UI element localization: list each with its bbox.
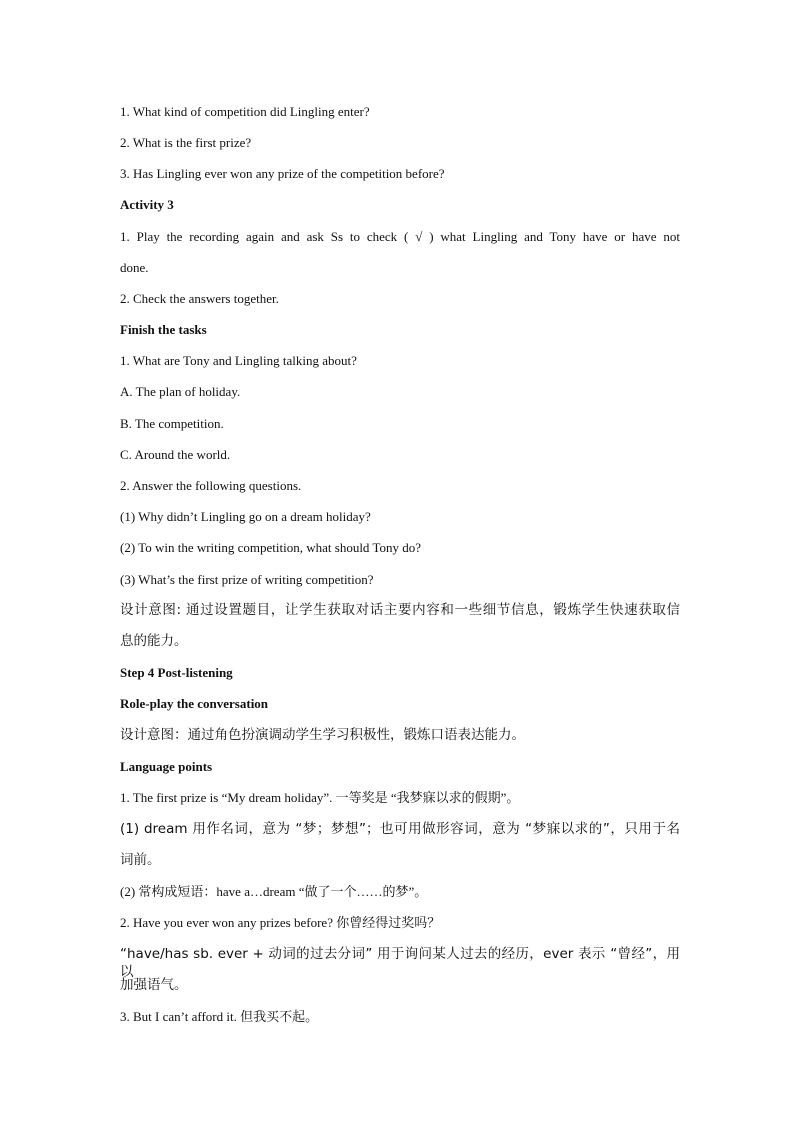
task-1-question: 1. What are Tony and Lingling talking about? bbox=[120, 353, 357, 368]
task-2-question-2: (2) To win the writing competition, what should Tony do? bbox=[120, 540, 421, 555]
task-2-question-3: (3) What’s the first prize of writing competition? bbox=[120, 572, 374, 587]
point-2-note-cont: 加强语气。 bbox=[120, 977, 188, 993]
point-2-note: “have/has sb. ever + 动词的过去分词” 用于询问某人过去的经历，ever 表示 “曾经”，用以 bbox=[120, 946, 680, 980]
task-1-option-c: C. Around the world. bbox=[120, 447, 231, 462]
heading-finish-tasks: Finish the tasks bbox=[120, 322, 207, 337]
point-1-note-2: (2) 常构成短语：have a…dream “做了一个……的梦”。 bbox=[120, 884, 428, 899]
activity-3-step-1-cont: done. bbox=[120, 260, 149, 275]
activity-3-step-2: 2. Check the answers together. bbox=[120, 291, 279, 306]
heading-activity-3: Activity 3 bbox=[120, 197, 174, 212]
task-1-option-b: B. The competition. bbox=[120, 416, 224, 431]
point-3: 3. But I can’t afford it. 但我买不起。 bbox=[120, 1009, 319, 1024]
point-1: 1. The first prize is “My dream holiday”. 一等奖是 “我梦寐以求的假期”。 bbox=[120, 790, 520, 805]
heading-role-play: Role-play the conversation bbox=[120, 696, 269, 711]
task-1-option-a: A. The plan of holiday. bbox=[120, 384, 241, 399]
point-1-note-1: (1) dream 用作名词，意为 “梦；梦想”；也可用做形容词，意为 “梦寐以求的”，只用于名 bbox=[120, 821, 680, 837]
design-intent-1: 设计意图: 通过设置题目，让学生获取对话主要内容和一些细节信息，锻炼学生快速获取信 bbox=[120, 602, 680, 618]
question-1: 1. What kind of competition did Lingling enter? bbox=[120, 104, 370, 119]
point-2: 2. Have you ever won any prizes before? 你曾经得过奖吗？ bbox=[120, 915, 441, 930]
activity-3-step-1: 1. Play the recording again and ask Ss to check ( √ ) what Lingling and Tony have or have not bbox=[120, 229, 680, 244]
design-intent-2: 设计意图：通过角色扮演调动学生学习积极性，锻炼口语表达能力。 bbox=[120, 727, 525, 743]
question-3: 3. Has Lingling ever won any prize of the competition before? bbox=[120, 166, 445, 181]
point-1-note-1-cont: 词前。 bbox=[120, 852, 161, 868]
heading-language-points: Language points bbox=[120, 759, 213, 774]
task-2-heading: 2. Answer the following questions. bbox=[120, 478, 302, 493]
task-2-question-1: (1) Why didn’t Lingling go on a dream holiday? bbox=[120, 509, 371, 524]
design-intent-1-cont: 息的能力。 bbox=[120, 633, 188, 649]
question-2: 2. What is the first prize? bbox=[120, 135, 252, 150]
heading-step-4: Step 4 Post-listening bbox=[120, 665, 233, 680]
